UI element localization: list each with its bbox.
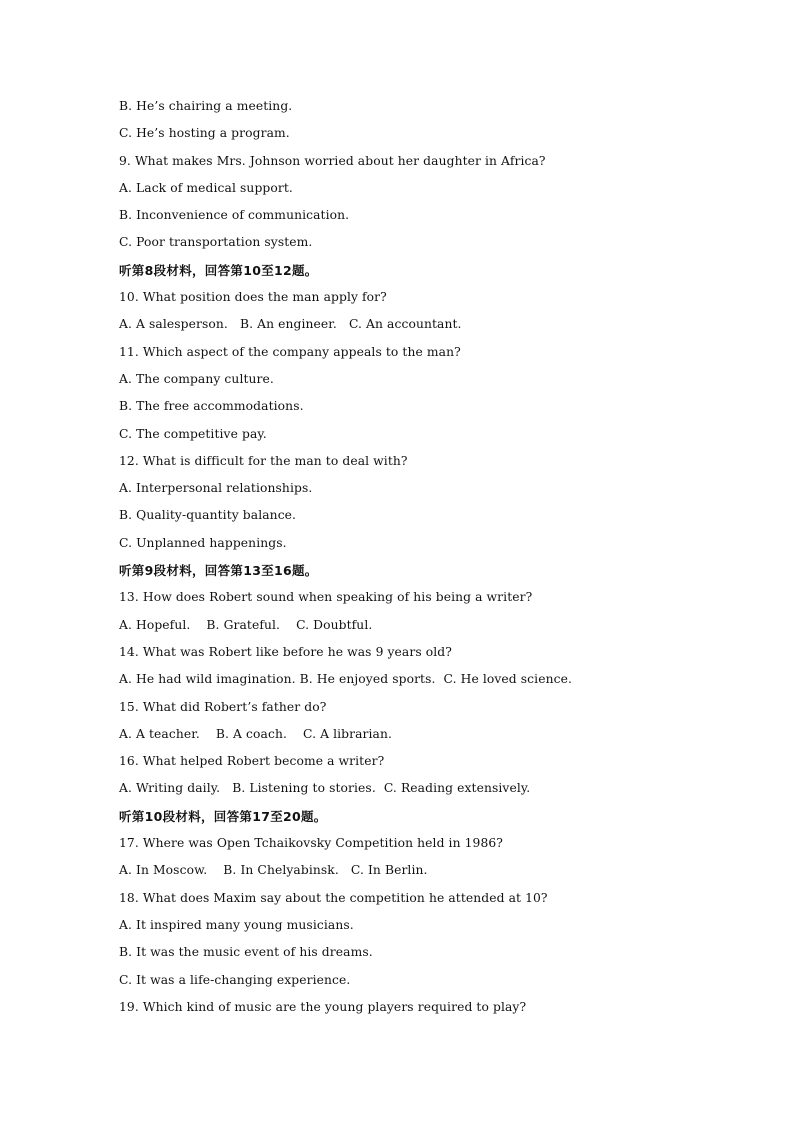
option-line: C. He’s hosting a program.: [119, 126, 290, 141]
option-line: A. Lack of medical support.: [119, 180, 293, 195]
question-line: 10. What position does the man apply for?: [119, 290, 387, 305]
option-line: A. In Moscow. B. In Chelyabinsk. C. In Berlin.: [119, 863, 428, 878]
option-line: C. Unplanned happenings.: [119, 535, 287, 550]
option-line: A. A teacher. B. A coach. C. A librarian.: [119, 726, 393, 741]
option-line: A. The company culture.: [119, 371, 274, 386]
option-line: C. Poor transportation system.: [119, 235, 313, 250]
question-line: 11. Which aspect of the company appeals to the man?: [119, 344, 461, 359]
question-line: 16. What helped Robert become a writer?: [119, 754, 385, 769]
option-line: A. Hopeful. B. Grateful. C. Doubtful.: [119, 617, 373, 632]
question-line: 9. What makes Mrs. Johnson worried about her daughter in Africa?: [119, 153, 546, 168]
option-line: A. He had wild imagination. B. He enjoyed sports. C. He loved science.: [119, 672, 572, 687]
question-line: 12. What is difficult for the man to deal with?: [119, 453, 408, 468]
option-line: B. Inconvenience of communication.: [119, 208, 350, 223]
question-line: 14. What was Robert like before he was 9 years old?: [119, 644, 452, 659]
question-line: 19. Which kind of music are the young players required to play?: [119, 999, 527, 1014]
question-line: 15. What did Robert’s father do?: [119, 699, 327, 714]
section-heading: 听第9段材料，回答第13至16题。: [119, 563, 318, 579]
option-line: B. The free accommodations.: [119, 399, 304, 414]
option-line: A. Interpersonal relationships.: [119, 481, 313, 496]
option-line: B. Quality-quantity balance.: [119, 508, 297, 523]
question-line: 17. Where was Open Tchaikovsky Competition held in 1986?: [119, 836, 503, 851]
option-line: A. Writing daily. B. Listening to stories. C. Reading extensively.: [119, 781, 531, 796]
section-heading: 听第8段材料，回答第10至12题。: [119, 262, 318, 278]
question-line: 13. How does Robert sound when speaking of his being a writer?: [119, 590, 533, 605]
option-line: B. It was the music event of his dreams.: [119, 945, 373, 960]
option-line: B. He’s chairing a meeting.: [119, 99, 293, 113]
question-line: 18. What does Maxim say about the competition he attended at 10?: [119, 890, 548, 905]
option-line: A. A salesperson. B. An engineer. C. An accountant.: [119, 317, 462, 332]
section-heading: 听第10段材料，回答第17至20题。: [119, 808, 327, 824]
option-line: C. The competitive pay.: [119, 426, 267, 441]
option-line: C. It was a life-changing experience.: [119, 972, 351, 987]
document-page: [119, 93, 739, 1021]
option-line: A. It inspired many young musicians.: [119, 917, 354, 932]
